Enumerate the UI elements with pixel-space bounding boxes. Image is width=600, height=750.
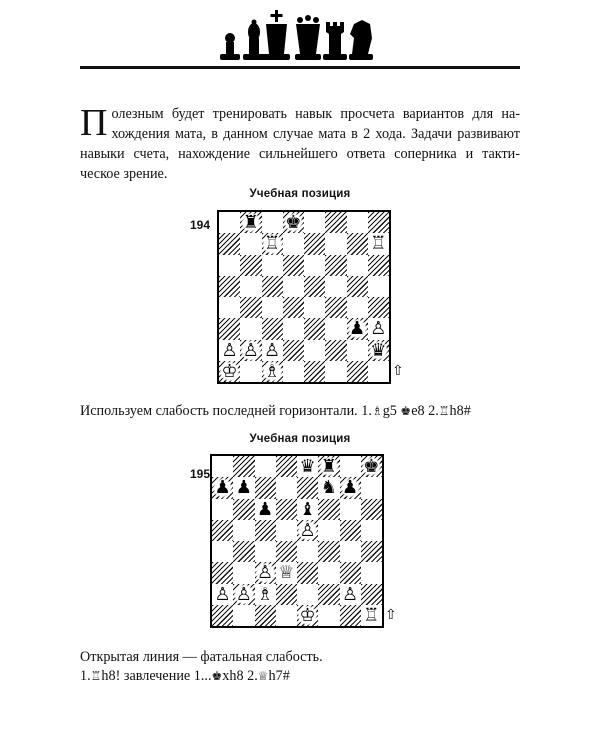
- board-square: [340, 605, 361, 626]
- chess-piece-h8: ♚: [361, 456, 382, 477]
- board-square: [318, 584, 339, 605]
- board-square: [361, 562, 382, 583]
- chess-piece-a7: ♟: [212, 477, 233, 498]
- board-square: [255, 605, 276, 626]
- board-square: [368, 255, 389, 276]
- solution-195-p1: 1.: [80, 668, 91, 684]
- board-square: [347, 276, 368, 297]
- diagram-195-number: 195: [190, 467, 211, 481]
- queen-icon: ♕: [257, 669, 269, 683]
- chess-piece-e8: ♛: [297, 456, 318, 477]
- board-square: [240, 233, 261, 254]
- board-square: [325, 276, 346, 297]
- board-square: [304, 297, 325, 318]
- board-square: [325, 233, 346, 254]
- board-square: [255, 477, 276, 498]
- board-square: [347, 212, 368, 233]
- board-square: [304, 233, 325, 254]
- chess-piece-c1: ♗: [262, 361, 283, 382]
- board-square: [340, 520, 361, 541]
- king-icon: ♚: [400, 404, 412, 418]
- board-square: [318, 520, 339, 541]
- board-square: [347, 340, 368, 361]
- board-square: [304, 212, 325, 233]
- board-square: [325, 212, 346, 233]
- chess-piece-f7: ♞: [318, 477, 339, 498]
- board-square: [304, 255, 325, 276]
- chess-piece-e5: ♙: [297, 520, 318, 541]
- board-square: [276, 541, 297, 562]
- drop-cap: П: [80, 102, 108, 144]
- board-square: [212, 562, 233, 583]
- board-square: [262, 212, 283, 233]
- rook-icon: ♖: [90, 669, 102, 683]
- board-square: [219, 318, 240, 339]
- chess-piece-d3: ♕: [276, 562, 297, 583]
- chess-piece-c2: ♗: [255, 584, 276, 605]
- chess-piece-h7: ♖: [368, 233, 389, 254]
- board-square: [212, 499, 233, 520]
- intro-paragraph: [80, 104, 520, 184]
- board-square: [340, 499, 361, 520]
- board-square: [283, 318, 304, 339]
- board-square: [368, 297, 389, 318]
- board-square: [325, 297, 346, 318]
- diagram-194-number: 194: [190, 218, 211, 232]
- board-square: [318, 605, 339, 626]
- chess-piece-g2: ♙: [340, 584, 361, 605]
- diagram-194-solution: [80, 402, 540, 421]
- board-square: [233, 541, 254, 562]
- chess-piece-b2: ♙: [233, 584, 254, 605]
- solution-195-move1: h8! завлечение 1...: [101, 668, 212, 684]
- board-square: [325, 340, 346, 361]
- board-square: [255, 456, 276, 477]
- diagram-194-board: [217, 210, 391, 384]
- board-square: [368, 361, 389, 382]
- chess-piece-b8: ♜: [240, 212, 261, 233]
- board-square: [318, 562, 339, 583]
- board-square: [361, 541, 382, 562]
- solution-194-move1: g5: [382, 403, 401, 419]
- diagram-195-solution-line2: [80, 667, 540, 686]
- chess-piece-c7: ♖: [262, 233, 283, 254]
- chess-piece-a2: ♙: [219, 340, 240, 361]
- board-square: [233, 499, 254, 520]
- board-square: [368, 212, 389, 233]
- board-square: [276, 456, 297, 477]
- chess-piece-a2: ♙: [212, 584, 233, 605]
- board-square: [283, 255, 304, 276]
- chess-piece-g3: ♟: [347, 318, 368, 339]
- board-square: [283, 297, 304, 318]
- rook-icon: ♖: [438, 404, 450, 418]
- chess-piece-b2: ♙: [240, 340, 261, 361]
- white-to-move-icon: ⇧: [385, 607, 397, 623]
- board-square: [340, 456, 361, 477]
- chess-piece-h3: ♙: [368, 318, 389, 339]
- chess-piece-c6: ♟: [255, 499, 276, 520]
- board-square: [233, 605, 254, 626]
- chess-piece-a1: ♔: [219, 361, 240, 382]
- board-square: [212, 456, 233, 477]
- board-square: [240, 361, 261, 382]
- board-square: [304, 318, 325, 339]
- board-square: [255, 520, 276, 541]
- board-square: [240, 297, 261, 318]
- board-square: [297, 562, 318, 583]
- board-square: [325, 255, 346, 276]
- board-square: [276, 605, 297, 626]
- board-square: [219, 212, 240, 233]
- chess-piece-h2: ♛: [368, 340, 389, 361]
- diagram-195-board: [210, 454, 384, 628]
- board-square: [361, 584, 382, 605]
- board-square: [240, 318, 261, 339]
- board-square: [262, 297, 283, 318]
- board-square: [297, 477, 318, 498]
- board-square: [347, 361, 368, 382]
- board-square: [276, 499, 297, 520]
- board-square: [212, 541, 233, 562]
- chess-pieces-header-icon: [214, 8, 374, 66]
- board-square: [212, 605, 233, 626]
- board-square: [340, 541, 361, 562]
- board-square: [347, 297, 368, 318]
- board-square: [361, 477, 382, 498]
- solution-194-prefix: Используем слабость последней горизонтали. 1.: [80, 403, 372, 419]
- board-square: [219, 233, 240, 254]
- white-to-move-icon: ⇧: [392, 363, 404, 379]
- board-square: [297, 584, 318, 605]
- board-square: [283, 233, 304, 254]
- solution-195-move2: xh8 2.: [222, 668, 258, 684]
- board-square: [233, 562, 254, 583]
- board-square: [262, 255, 283, 276]
- board-square: [255, 541, 276, 562]
- board-square: [304, 340, 325, 361]
- board-square: [219, 255, 240, 276]
- board-square: [283, 276, 304, 297]
- board-square: [276, 584, 297, 605]
- chess-piece-g7: ♟: [340, 477, 361, 498]
- board-square: [347, 255, 368, 276]
- board-square: [304, 361, 325, 382]
- board-square: [340, 562, 361, 583]
- board-square: [297, 541, 318, 562]
- board-square: [318, 541, 339, 562]
- intro-text: олезным будет тренировать навык просчета вариантов для на-хождения мата, в данном случае мата в 2 хода. Задачи развивают навыки счета, нахождение сильнейшего ответа соперника и такти-ческое зрение.: [80, 106, 520, 182]
- solution-194-move2: e8 2.: [411, 403, 439, 419]
- board-square: [361, 499, 382, 520]
- board-square: [233, 520, 254, 541]
- board-square: [325, 361, 346, 382]
- board-square: [219, 297, 240, 318]
- board-square: [240, 276, 261, 297]
- board-square: [318, 499, 339, 520]
- king-icon: ♚: [211, 669, 223, 683]
- chess-piece-h1: ♖: [361, 605, 382, 626]
- board-square: [262, 318, 283, 339]
- bishop-icon: ♗: [371, 404, 383, 418]
- board-square: [276, 477, 297, 498]
- chess-piece-e6: ♝: [297, 499, 318, 520]
- board-square: [240, 255, 261, 276]
- board-square: [283, 340, 304, 361]
- board-square: [361, 520, 382, 541]
- solution-194-move3: h8#: [449, 403, 471, 419]
- chess-piece-e1: ♔: [297, 605, 318, 626]
- solution-195-move3: h7#: [268, 668, 290, 684]
- header-rule: [80, 66, 520, 69]
- chess-piece-f8: ♜: [318, 456, 339, 477]
- diagram-195-solution-line1: Открытая линия — фатальная слабость.: [80, 649, 323, 665]
- board-square: [325, 318, 346, 339]
- chess-piece-d8: ♚: [283, 212, 304, 233]
- board-square: [304, 276, 325, 297]
- board-square: [219, 276, 240, 297]
- board-square: [233, 456, 254, 477]
- chess-piece-c3: ♙: [255, 562, 276, 583]
- chess-piece-b7: ♟: [233, 477, 254, 498]
- board-square: [283, 361, 304, 382]
- board-square: [262, 276, 283, 297]
- chess-piece-c2: ♙: [262, 340, 283, 361]
- diagram-195-caption: Учебная позиция: [249, 433, 351, 445]
- board-square: [212, 520, 233, 541]
- board-square: [276, 520, 297, 541]
- board-square: [368, 276, 389, 297]
- diagram-194-caption: Учебная позиция: [249, 188, 351, 200]
- board-square: [347, 233, 368, 254]
